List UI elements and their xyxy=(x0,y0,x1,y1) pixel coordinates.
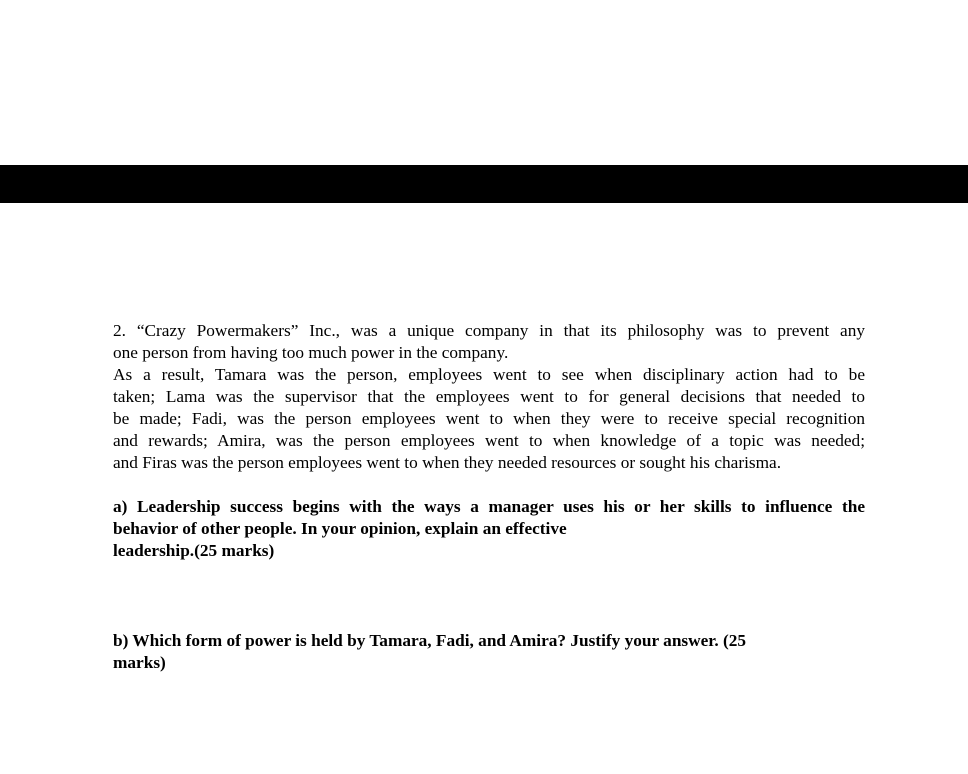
intro-line: taken; Lama was the supervisor that the employees went to for general decisions that needed to xyxy=(113,387,865,406)
part-a-line: leadership.(25 marks) xyxy=(113,541,275,560)
part-b-line: b) Which form of power is held by Tamara, Fadi, and Amira? Justify your answer. (25 xyxy=(113,631,747,650)
part-a-line: a) Leadership success begins with the ways a manager uses his or her skills to influence the xyxy=(113,497,865,516)
part-a-line: behavior of other people. In your opinion, explain an effective xyxy=(113,519,567,538)
intro-line: one person from having too much power in the company. xyxy=(113,343,509,362)
redaction-bar xyxy=(0,165,968,203)
intro-line: be made; Fadi, was the person employees went to when they were to receive special recognition xyxy=(113,409,865,428)
intro-line: As a result, Tamara was the person, employees went to see when disciplinary action had to be xyxy=(113,365,865,384)
intro-line: and Firas was the person employees went to when they needed resources or sought his charisma. xyxy=(113,453,782,472)
intro-line: 2. “Crazy Powermakers” Inc., was a unique company in that its philosophy was to prevent any xyxy=(113,321,865,340)
part-b-line: marks) xyxy=(113,653,166,672)
intro-line: and rewards; Amira, was the person employees went to when knowledge of a topic was needed; xyxy=(113,431,865,450)
